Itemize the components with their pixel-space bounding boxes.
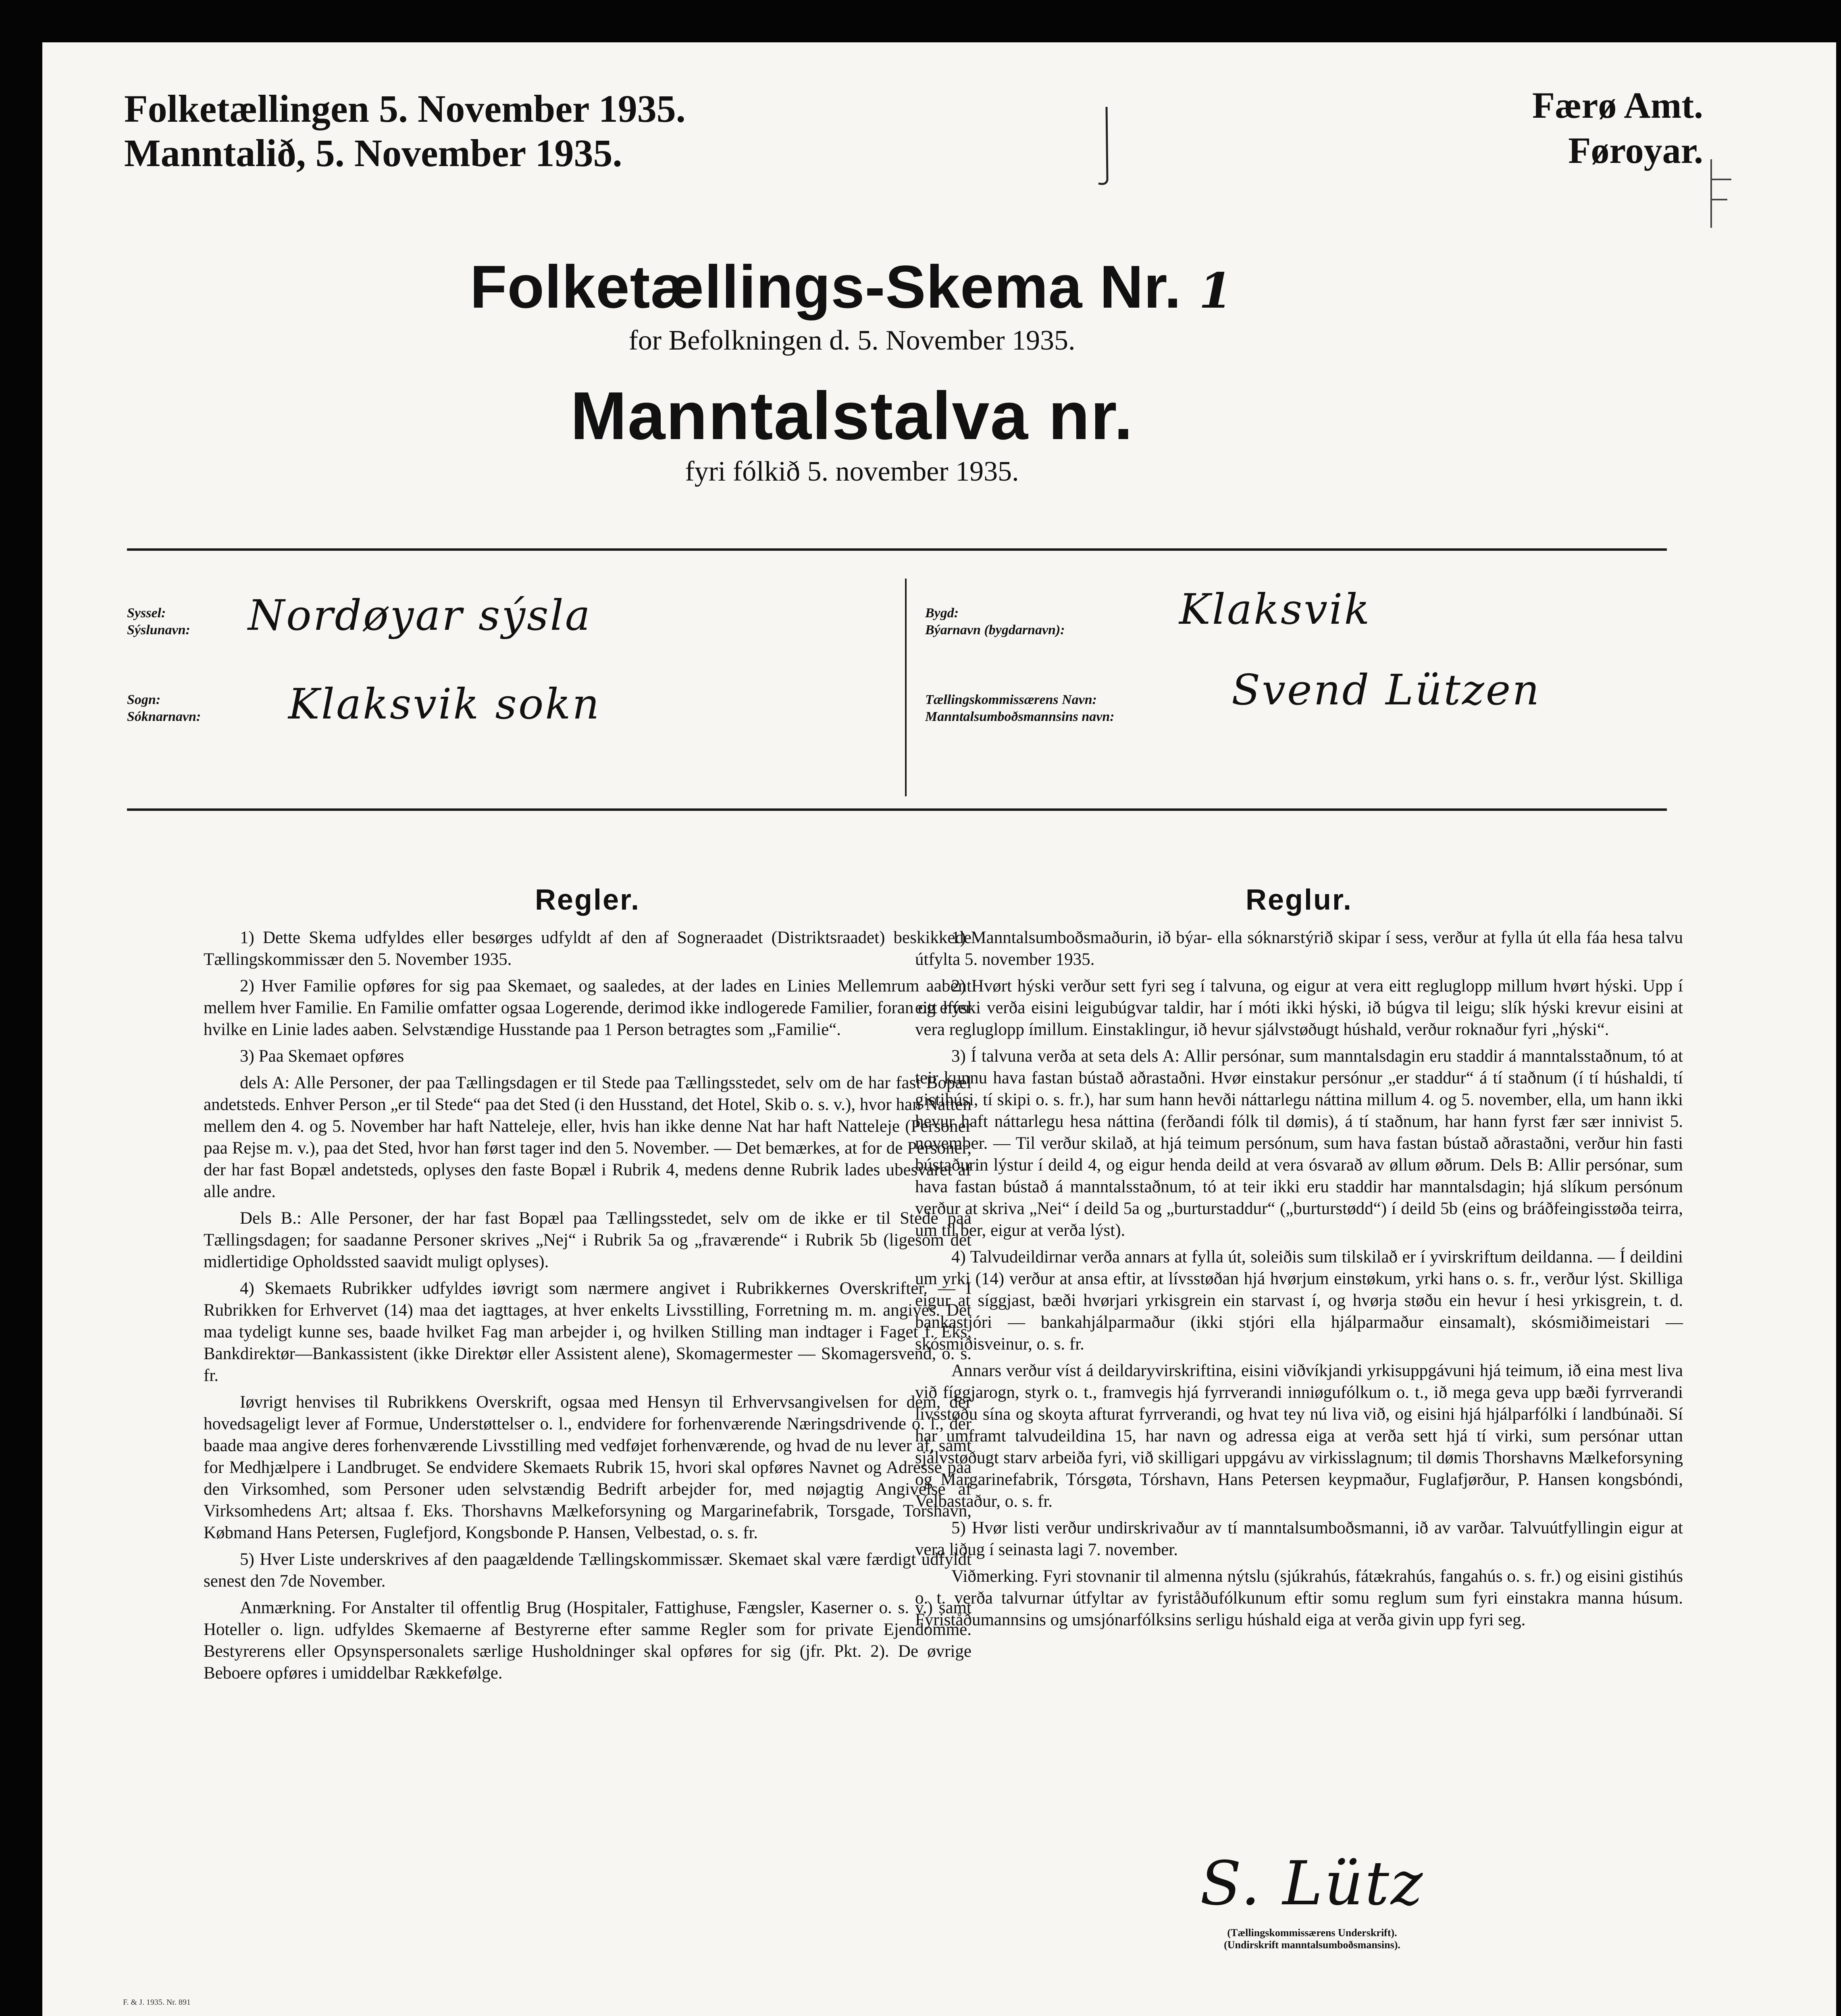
rules-danish-column bbox=[204, 884, 971, 1689]
rule-da-1: 1) Dette Skema udfyldes eller besørges udfyldt af den af Sogneraadet (Distriktsraadet) beskikkede Tællingskommissær den 5. November 1935. bbox=[204, 928, 971, 969]
bygd-label-da: Bygd: bbox=[925, 606, 959, 621]
print-code: F. & J. 1935. Nr. 891 bbox=[123, 1998, 191, 2007]
kommissaer-label-fo: Manntalsumboðsmannsins navn: bbox=[925, 709, 1115, 724]
header-left-line1: Folketællingen 5. November 1935. bbox=[124, 87, 686, 130]
rule-da-2: 2) Hver Familie opføres for sig paa Skemaet, og saaledes, at der lades en Linies Mellemrum aabent mellem hver Familie. En Familie omfatter ogsaa Logerende, derimod ikke indlogerede Familier, foran og efter hvilke en Linie lades aaben. Selvstændige Husstande paa 1 Person betragtes som „Familie“. bbox=[204, 977, 971, 1039]
rules-danish-heading: Regler. bbox=[535, 884, 641, 916]
rule-da-5: 5) Hver Liste underskrives af den paagældende Tællingskommissær. Skemaet skal være færdigt udfyldt senest den 7de November. bbox=[204, 1550, 971, 1591]
form-number-handwritten: 1 bbox=[1198, 262, 1234, 319]
rule-da-4b: Iøvrigt henvises til Rubrikkens Overskrift, ogsaa med Hensyn til Erhvervsangivelsen for dem, der hovedsageligt lever af Formue, Understøttelser o. l., endvidere for forhenværende Næringsdrivende o. l., der baade maa angive deres forhenværende Livsstilling med vedføjet forhenværende, og hvad de nu lever af, samt for Medhjælpere i Landbruget. Se endvidere Skemaets Rubrik 15, hvori skal opføres Navnet og Adresse paa den Virksomhed, som Personer uden selvstændig Bedrift arbejder for, med nøjagtig Angivelse af Virksomhedens Art; altsaa f. Eks. Thorshavns Mælkeforsyning og Margarinefabrik, Torsgade, Torshavn, Købmand Hans Petersen, Fuglefjord, Kongsbonde P. Hansen, Velbestad, o. s. fr. bbox=[204, 1393, 971, 1542]
field-sogn-value: Klaksvik sokn bbox=[288, 679, 601, 729]
rule-fo-1: 1) Manntalsumboðsmaðurin, ið býar- ella sóknarstýrið skipar í sess, verður at fylla út ella fáa hesa talvu útfylta 5. november 1935. bbox=[915, 928, 1683, 969]
form-title-faroese: Manntalstalva nr. bbox=[570, 378, 1134, 454]
bygd-label-fo: Býarnavn (bygdarnavn): bbox=[925, 623, 1065, 637]
signature-handwritten: S. Lütz bbox=[1200, 1849, 1425, 1919]
fields-vertical-divider bbox=[905, 579, 907, 796]
rule-da-3a: dels A: Alle Personer, der paa Tællingsdagen er til Stede paa Tællingsstedet, selv om de har fast Bopæl andetsteds. Enhver Person „er til Stede“ paa det Sted (i den Husstand, det Hotel, Skib o. s. v.), hvor han Natten mellem den 4. og 5. November har haft Natteleje, eller, hvis han ikke denne Nat har haft Natteleje (Personer paa Rejse m. v.), paa det Sted, hvor han først tager ind den 5. November. — Det bemærkes, at for de Personer, der har fast Bopæl andetsteds, oplyses den faste Bopæl i Rubrik 4, medens denne Rubrik lades ubesvaret af alle andre. bbox=[204, 1073, 971, 1201]
top-divider bbox=[127, 548, 1667, 551]
field-bygd-label bbox=[925, 605, 1065, 639]
rule-da-4: 4) Skemaets Rubrikker udfyldes iøvrigt som nærmere angivet i Rubrikkernes Overskrifter. — I Rubrikken for Erhvervet (14) maa det iagttages, at hver enkelts Livsstilling, Forretning m. m. angives. Det maa tydeligt kunne ses, baade hvilket Fag man arbejder i, og hvilken Stilling man indtager i Faget f. Eks. Bankdirektør—Bankassistent (ikke Direktør eller Assistent alene), Skomagermester — Skomagersvend, o. s. fr. bbox=[204, 1279, 971, 1385]
fields-bottom-divider bbox=[127, 808, 1667, 811]
syssel-label-fo: Sýslunavn: bbox=[127, 623, 190, 637]
header-right bbox=[1532, 83, 1703, 173]
field-sogn-label bbox=[127, 691, 201, 725]
pen-f-mark bbox=[1695, 155, 1739, 236]
rule-fo-note: Viðmerking. Fyri stovnanir til almenna nýtslu (sjúkrahús, fátækrahús, fangahús o. s. fr.) og eisini gistihús o. t. verða talvurnar útfyltar av fyriståðufólkunum eftir somu reglum sum fyri einstakra manna húsum. Fyriståðumannsins og umsjónarfólksins serligu húshald eiga at verða givin upp fyri seg. bbox=[915, 1567, 1683, 1629]
header-left bbox=[124, 87, 686, 175]
field-kommissaer-value: Svend Lützen bbox=[1231, 665, 1541, 714]
header-right-line1: Færø Amt. bbox=[1532, 85, 1703, 126]
rule-fo-4: 4) Talvudeildirnar verða annars at fylla út, soleiðis sum tilskilað er í yvirskriftum deildanna. — Í deildini um yrki (14) verður at ansa eftir, at lívsstøðan hjá hvørjum einstøkum, yrki hans o. s. fr., verður lýst. Skilliga eigur at síggjast, bæði hvørjari yrkisgrein ein starvast í, og hvørja støðu ein hevur í hesi yrkisgrein, t. d. bankastjóri — bankahjálparmaður (ikki stjóri ella hjálparmaður einsamalt), skósmiðimeistari — skósmiðisveinur, o. s. fr. bbox=[915, 1248, 1683, 1354]
sogn-label-da: Sogn: bbox=[127, 692, 161, 707]
header-right-line2: Føroyar. bbox=[1568, 130, 1703, 171]
form-subtitle-danish: for Befolkningen d. 5. November 1935. bbox=[628, 325, 1075, 356]
form-subtitle-faroese: fyri fólkið 5. november 1935. bbox=[685, 456, 1019, 487]
header-left-line2: Manntalið, 5. November 1935. bbox=[124, 131, 622, 175]
sogn-label-fo: Sóknarnavn: bbox=[127, 709, 201, 724]
census-form-page bbox=[42, 42, 1836, 2016]
rule-fo-4b: Annars verður víst á deildaryvirskriftina, eisini viðvíkjandi yrkisuppgávuni hjá teimum, ið eina mest liva við fíggjarogn, styrk o. t., framvegis hjá fyrrverandi inniøgufólkum o. t., ið mega geva upp bæði fyrrverandi lívsstøðu sína og skoyta afturat fyrrverandi, og hvat tey nú liva við, og eisini hjá hjálparfólki í landbúnaði. Sí har umframt talvudeildina 15, har navn og adressa eiga at verða sett hjá tí virki, sum persónar uttan sjálvstøðugt starv arbeiða fyri, við skilligari uppgávu av virkisslagnum; til dømis Thorshavns Mælkeforsyning og Margarinefabrik, Tórsgøta, Tórshavn, Hans Petersen keypmaður, Fuglafjørður, P. Hansen kongsbóndi, Velbastaður, o. s. fr. bbox=[915, 1361, 1683, 1511]
signature-caption-fo: (Undirskrift manntalsumboðsmansins). bbox=[1224, 1939, 1400, 1951]
rule-da-3: 3) Paa Skemaet opføres bbox=[240, 1047, 404, 1066]
rule-da-3b: Dels B.: Alle Personer, der har fast Bopæl paa Tællingsstedet, selv om de ikke er til Stede paa Tællingsdagen; for saadanne Personer skrives „Nej“ i Rubrik 5a og „fraværende“ i Rubrik 5b (ligesom det midlertidige Opholdssted saavidt muligt oplyses). bbox=[204, 1209, 971, 1271]
rule-fo-2: 2) Hvørt hýski verður sett fyri seg í talvuna, og eigur at vera eitt regluglopp millum hvørt hýski. Upp í eitt hýski verða eisini leigubúgvar taldir, har í móti ikki hýski, ið búgva til leigu; slík hýski krevur eisini at vera regluglopp ímillum. Einstaklingur, ið hevur sjálvstøðugt húshald, verður roknaður fyri „hýski“. bbox=[915, 977, 1683, 1039]
form-title-danish bbox=[42, 252, 1662, 322]
signature-caption-da: (Tællingskommissærens Underskrift). bbox=[1227, 1927, 1397, 1939]
field-syssel-value: Nordøyar sýsla bbox=[248, 591, 592, 640]
kommissaer-label-da: Tællingskommissærens Navn: bbox=[925, 692, 1097, 707]
pen-stroke-mark bbox=[1090, 103, 1115, 200]
rule-fo-5: 5) Hvør listi verður undirskrivaður av tí manntalsumboðsmanni, ið av varðar. Talvuútfyllingin eigur at vera liðug í seinasta lagi 7. november. bbox=[915, 1518, 1683, 1559]
rules-faroese-column bbox=[915, 884, 1683, 1636]
signature-block bbox=[1131, 1849, 1494, 1951]
rule-fo-3: 3) Í talvuna verða at seta dels A: Allir persónar, sum manntalsdagin eru staddir á manntalsstaðnum, tó at teir kunnu hava fastan bústað aðrastaðni. Hvør einstakur persónur „er staddur“ á tí staðnum (í tí húshaldi, tí gistihúsi, tí skipi o. s. fr.), har sum hann hevði náttarlegu náttina millum 4. og 5. november, ella, um hann ikki hevur haft náttarlegu hesa náttina (ferðandi fólk til dømis), á tí staðnum, har hann fyrst fær sær innivist 5. november. — Til verður skilað, at hjá teimum persónum, sum hava fastan bústað aðrastaðni, verður hin fasti bústaðurin lýstur í deild 4, og eigur henda deild at vera ósvarað av øllum øðrum. Dels B: Allir persónar, sum hava fastan bústað á manntalsstaðnum, tó at teir ikki eru staddir har manntalsdagin; hjá slíkum persónum verður at skriva „Nei“ í deild 5a og „burturstaddur“ („burturstødd“) í deild 5b (eins og bráðfeingisstøða teirra, um til ber, eigur at verða lýst). bbox=[915, 1047, 1683, 1240]
field-kommissaer-label bbox=[925, 691, 1115, 725]
field-bygd-value: Klaksvik bbox=[1179, 585, 1371, 634]
rule-da-note: Anmærkning. For Anstalter til offentlig Brug (Hospitaler, Fattighuse, Fængsler, Kaserner o. s. v.) samt Hoteller o. lign. udfyldes Skemaerne af Bestyrerne efter samme Regler som for private Ejendomme. Bestyrerens eller Opsynspersonalets særlige Husholdninger skal opføres for sig (jfr. Pkt. 2). De øvrige Beboere opføres i umiddelbar Rækkefølge. bbox=[204, 1598, 971, 1683]
syssel-label-da: Syssel: bbox=[127, 606, 166, 621]
field-syssel-label bbox=[127, 605, 190, 639]
rules-faroese-heading: Reglur. bbox=[1245, 884, 1353, 916]
form-title-danish-text: Folketællings-Skema Nr. bbox=[470, 253, 1182, 321]
